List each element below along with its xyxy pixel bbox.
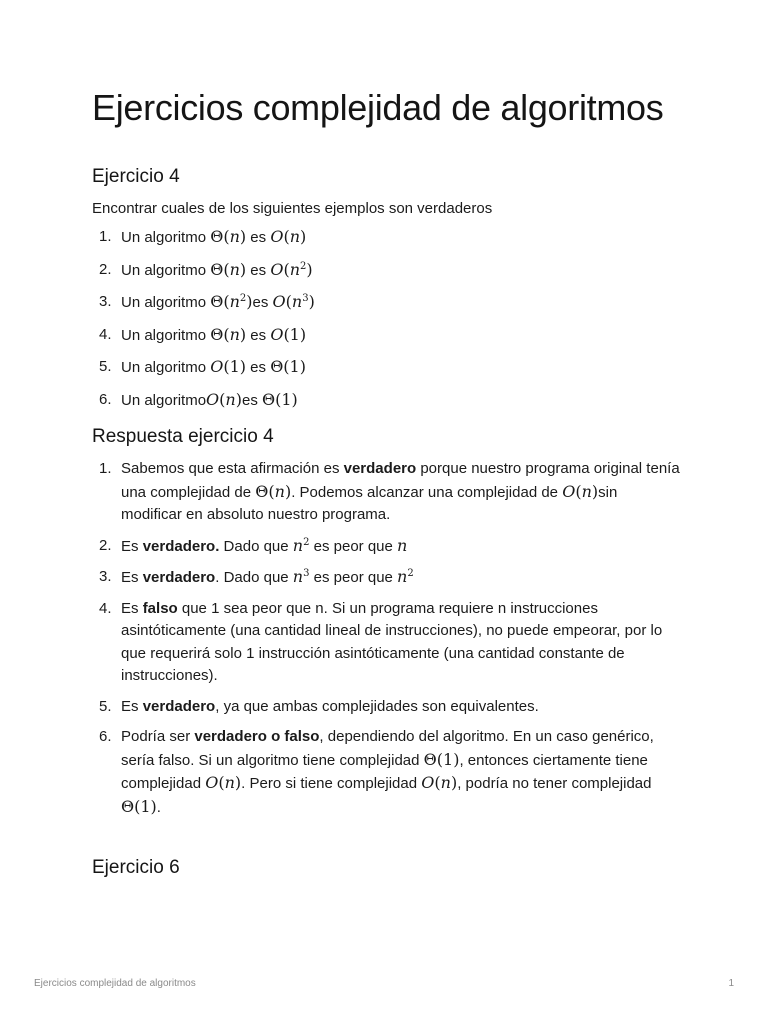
list-item: 4. Un algoritmo Θ(n) es O(1) <box>99 324 307 344</box>
exercise-4-heading: Ejercicio 4 <box>92 166 180 187</box>
page-title: Ejercicios complejidad de algoritmos <box>92 87 664 128</box>
list-item: 1. Un algoritmo Θ(n) es O(n) <box>99 227 307 246</box>
document-page <box>92 86 682 889</box>
list-item: 6. Podría ser verdadero o falso, dependiendo del algoritmo. En un caso genérico, sería falso. Si un algoritmo tiene complejidad Θ(1), entonces ciertamente tiene complejidad O(n). Pero si tiene complejidad O(n), podría no tener complejidad Θ(1). <box>99 728 654 816</box>
exercise-6-heading: Ejercicio 6 <box>92 857 180 878</box>
page-number: 1 <box>728 978 734 989</box>
list-item: 5. Un algoritmo O(1) es Θ(1) <box>99 357 306 376</box>
exercise-4-list <box>92 226 682 412</box>
footer-title: Ejercicios complejidad de algoritmos <box>34 978 196 989</box>
page-footer <box>34 978 734 989</box>
list-item: 2. Un algoritmo Θ(n) es $O(n^2)$ <box>99 259 313 279</box>
list-item: 4. Es falso que 1 sea peor que n. Si un programa requiere n instrucciones asintóticamente (una cantidad lineal de instrucciones), no puede empeorar, por lo que requerirá solo 1 instrucción asintóticamente (una cantidad constante de instrucciones). <box>99 599 663 684</box>
answer-4-list <box>92 458 682 819</box>
exercise-4-section <box>92 164 682 412</box>
list-item: 5. Es verdadero, ya que ambas complejidades son equivalentes. <box>99 697 539 715</box>
list-item: 3. Es verdadero. Dado que $n^3$ es peor que $n^2$ <box>99 567 414 586</box>
exercise-4-intro: Encontrar cuales de los siguientes ejemplos son verdaderos <box>92 200 493 217</box>
list-item: 6. Un algoritmoO(n)es Θ(1) <box>99 389 298 409</box>
list-item: 3. Un algoritmo $\Theta(n^2)es$ $O(n^3)$ <box>99 292 315 311</box>
answer-4-heading: Respuesta ejercicio 4 <box>92 426 274 447</box>
list-item: 1. Sabemos que esta afirmación es verdadero porque nuestro programa original tenía una complejidad de Θ(n). Podemos alcanzar una complejidad de O(n)sin modificar en absoluto nuestro programa. <box>99 460 680 523</box>
answer-4-section <box>92 424 682 819</box>
exercise-6-section <box>92 855 682 881</box>
list-item: 2. Es verdadero. Dado que $n^2$ es peor que n <box>99 535 408 555</box>
